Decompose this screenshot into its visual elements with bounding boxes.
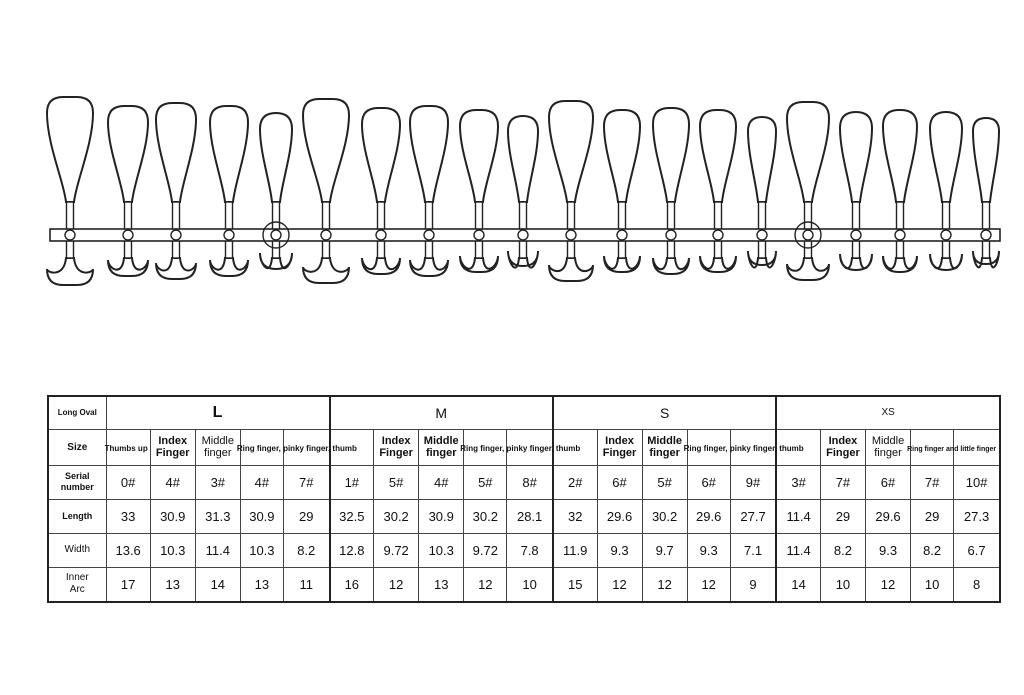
nail-tip-bottom — [362, 258, 400, 274]
stem-joint — [224, 230, 234, 240]
length-cell: 29 — [820, 499, 865, 533]
nail-tip-bottom — [303, 258, 349, 283]
width-cell: 11.9 — [553, 533, 597, 567]
serial-cell: 7# — [820, 465, 865, 499]
stem-joint — [895, 230, 905, 240]
width-cell: 11.4 — [195, 533, 240, 567]
length-cell: 29 — [283, 499, 329, 533]
nail-tip-top — [653, 108, 689, 202]
length-row-label: Length — [48, 499, 106, 533]
width-cell: 10.3 — [419, 533, 464, 567]
inner-arc-cell: 9 — [730, 567, 776, 602]
stem-joint — [474, 230, 484, 240]
nail-tip-top — [47, 97, 93, 202]
inner-arc-row — [48, 567, 1000, 602]
inner-arc-cell: 12 — [642, 567, 687, 602]
nail-tip-bottom — [47, 258, 93, 285]
width-cell: 13.6 — [106, 533, 150, 567]
finger-label — [460, 429, 581, 465]
finger-label-text: Middle finger — [201, 435, 234, 459]
width-cell: 9.3 — [597, 533, 642, 567]
length-cell: 30.9 — [150, 499, 195, 533]
inner-arc-cell: 13 — [150, 567, 195, 602]
nail-tip-top — [604, 110, 640, 202]
serial-cell: 5# — [642, 465, 687, 499]
length-cell: 32.5 — [330, 499, 374, 533]
width-cell: 6.7 — [954, 533, 1000, 567]
stem-joint — [424, 230, 434, 240]
inner-arc-cell: 10 — [820, 567, 865, 602]
length-cell: 29 — [911, 499, 954, 533]
nail-tip-top — [156, 103, 196, 202]
finger-label-text: Ring finger, pinky finger, thumb — [236, 444, 357, 453]
size-group-m: M — [330, 396, 553, 429]
nail-tip-top — [260, 113, 292, 202]
serial-cell: 6# — [597, 465, 642, 499]
nail-tip-bottom — [210, 258, 248, 276]
inner-arc-cell: 13 — [419, 567, 464, 602]
nail-tip-bottom — [787, 258, 829, 280]
finger-label-text: Ring finger, pinky finger, thumb — [683, 444, 804, 453]
length-cell: 30.2 — [464, 499, 507, 533]
finger-label-text: Ring finger, pinky finger, thumb — [460, 444, 581, 453]
serial-cell: 7# — [283, 465, 329, 499]
width-cell: 9.7 — [642, 533, 687, 567]
nail-tip-top — [410, 106, 448, 202]
inner-arc-cell: 10 — [507, 567, 553, 602]
nail-tip-top — [508, 116, 538, 202]
finger-label-text: Middle finger — [871, 435, 905, 459]
inner-arc-cell: 14 — [776, 567, 820, 602]
length-cell: 33 — [106, 499, 150, 533]
inner-arc-cell: 12 — [374, 567, 419, 602]
length-cell: 29.6 — [597, 499, 642, 533]
stem-joint — [271, 230, 281, 240]
width-cell: 10.3 — [240, 533, 283, 567]
size-group-l: L — [106, 396, 329, 429]
nail-tip-top — [700, 110, 736, 202]
width-row — [48, 533, 1000, 567]
nail-tip-top — [108, 106, 148, 202]
nail-tip-top — [787, 102, 829, 202]
serial-cell: 3# — [776, 465, 820, 499]
length-cell: 29.6 — [865, 499, 910, 533]
stem-joint — [941, 230, 951, 240]
width-cell: 12.8 — [330, 533, 374, 567]
serial-row — [48, 465, 1000, 499]
nail-tip-top — [973, 118, 999, 202]
serial-cell: 4# — [240, 465, 283, 499]
serial-cell: 4# — [150, 465, 195, 499]
inner-arc-cell: 12 — [464, 567, 507, 602]
length-cell: 27.7 — [730, 499, 776, 533]
width-cell: 11.4 — [776, 533, 820, 567]
stem-joint — [666, 230, 676, 240]
length-cell: 11.4 — [776, 499, 820, 533]
inner-arc-cell: 10 — [911, 567, 954, 602]
stem-joint — [566, 230, 576, 240]
size-chart-table — [47, 395, 1001, 603]
serial-label-text: Serial number — [60, 471, 94, 492]
nail-tip-bottom — [108, 258, 148, 276]
finger-label — [236, 429, 357, 465]
serial-cell: 0# — [106, 465, 150, 499]
inner-arc-cell: 12 — [597, 567, 642, 602]
serial-row-label — [48, 465, 106, 499]
inner-arc-cell: 14 — [195, 567, 240, 602]
stem-joint — [123, 230, 133, 240]
nail-tip-top — [362, 108, 400, 202]
stem-joint — [617, 230, 627, 240]
width-cell: 7.8 — [507, 533, 553, 567]
nail-tip-top — [210, 106, 248, 202]
width-cell: 9.3 — [687, 533, 730, 567]
inner-arc-cell: 12 — [687, 567, 730, 602]
nail-tip-top — [840, 112, 872, 202]
serial-cell: 9# — [730, 465, 776, 499]
inner-arc-cell: 16 — [330, 567, 374, 602]
stem-joint — [757, 230, 767, 240]
inner-arc-cell: 8 — [954, 567, 1000, 602]
length-cell: 30.9 — [240, 499, 283, 533]
nail-tip-bottom — [549, 258, 593, 281]
finger-label-text: Index Finger — [826, 435, 860, 459]
finger-label-text: Index Finger — [379, 435, 413, 459]
length-row — [48, 499, 1000, 533]
nail-tip-top — [930, 112, 962, 202]
width-cell: 9.3 — [865, 533, 910, 567]
serial-cell: 3# — [195, 465, 240, 499]
stem-joint — [981, 230, 991, 240]
length-cell: 30.9 — [419, 499, 464, 533]
finger-label — [419, 429, 464, 465]
nail-tip-bottom — [410, 258, 448, 276]
finger-label — [597, 429, 642, 465]
stem-joint — [803, 230, 813, 240]
length-cell: 30.2 — [642, 499, 687, 533]
inner-arc-cell: 11 — [283, 567, 329, 602]
size-group-s: S — [553, 396, 776, 429]
finger-label-text: Middle finger — [423, 435, 459, 459]
width-cell: 8.2 — [911, 533, 954, 567]
serial-cell: 6# — [687, 465, 730, 499]
finger-label — [150, 429, 195, 465]
serial-cell: 6# — [865, 465, 910, 499]
inner-arc-cell: 13 — [240, 567, 283, 602]
serial-cell: 7# — [911, 465, 954, 499]
serial-cell: 8# — [507, 465, 553, 499]
finger-label — [195, 429, 240, 465]
size-row-label: Size — [48, 429, 106, 465]
finger-label — [820, 429, 865, 465]
width-cell: 8.2 — [820, 533, 865, 567]
shape-label: Long Oval — [48, 396, 106, 429]
finger-label-text: Middle finger — [647, 435, 683, 459]
inner-arc-cell: 15 — [553, 567, 597, 602]
finger-label-text: Ring finger and little finger — [907, 446, 997, 453]
nail-tip-top — [303, 99, 349, 202]
size-group-xs: XS — [776, 396, 1000, 429]
nail-tip-bottom — [653, 258, 689, 274]
serial-cell: 4# — [419, 465, 464, 499]
width-row-label: Width — [48, 533, 106, 567]
stem-joint — [171, 230, 181, 240]
finger-label — [683, 429, 804, 465]
finger-label — [642, 429, 687, 465]
width-cell: 9.72 — [374, 533, 419, 567]
finger-label-text: Thumbs up — [104, 444, 148, 453]
nail-tip-top — [460, 110, 498, 202]
length-cell: 29.6 — [687, 499, 730, 533]
serial-cell: 1# — [330, 465, 374, 499]
nail-tip-bottom — [156, 258, 196, 279]
stem-joint — [713, 230, 723, 240]
stem-joint — [518, 230, 528, 240]
stem-joint — [376, 230, 386, 240]
inner-arc-cell: 12 — [865, 567, 910, 602]
inner-arc-cell: 17 — [106, 567, 150, 602]
finger-label-text: Index Finger — [602, 435, 637, 459]
length-cell: 32 — [553, 499, 597, 533]
length-cell: 28.1 — [507, 499, 553, 533]
length-cell: 30.2 — [374, 499, 419, 533]
length-cell: 31.3 — [195, 499, 240, 533]
width-cell: 7.1 — [730, 533, 776, 567]
width-cell: 9.72 — [464, 533, 507, 567]
nail-tip-top — [883, 110, 917, 202]
width-cell: 10.3 — [150, 533, 195, 567]
nail-tip-top — [549, 101, 593, 202]
serial-cell: 5# — [464, 465, 507, 499]
finger-label — [865, 429, 910, 465]
serial-cell: 10# — [954, 465, 1000, 499]
stem-joint — [321, 230, 331, 240]
nail-tip-top — [748, 117, 776, 202]
finger-label — [907, 429, 997, 465]
width-cell: 8.2 — [283, 533, 329, 567]
length-cell: 27.3 — [954, 499, 1000, 533]
finger-label-text: Index Finger — [155, 435, 190, 459]
header-row — [48, 396, 1000, 429]
serial-cell: 2# — [553, 465, 597, 499]
finger-label — [106, 429, 150, 465]
stem-joint — [65, 230, 75, 240]
stem-joint — [851, 230, 861, 240]
inner-arc-row-label — [48, 567, 106, 602]
inner-arc-label-text: Inner Arc — [65, 572, 89, 596]
size-row — [48, 429, 1000, 465]
finger-label — [374, 429, 419, 465]
serial-cell: 5# — [374, 465, 419, 499]
